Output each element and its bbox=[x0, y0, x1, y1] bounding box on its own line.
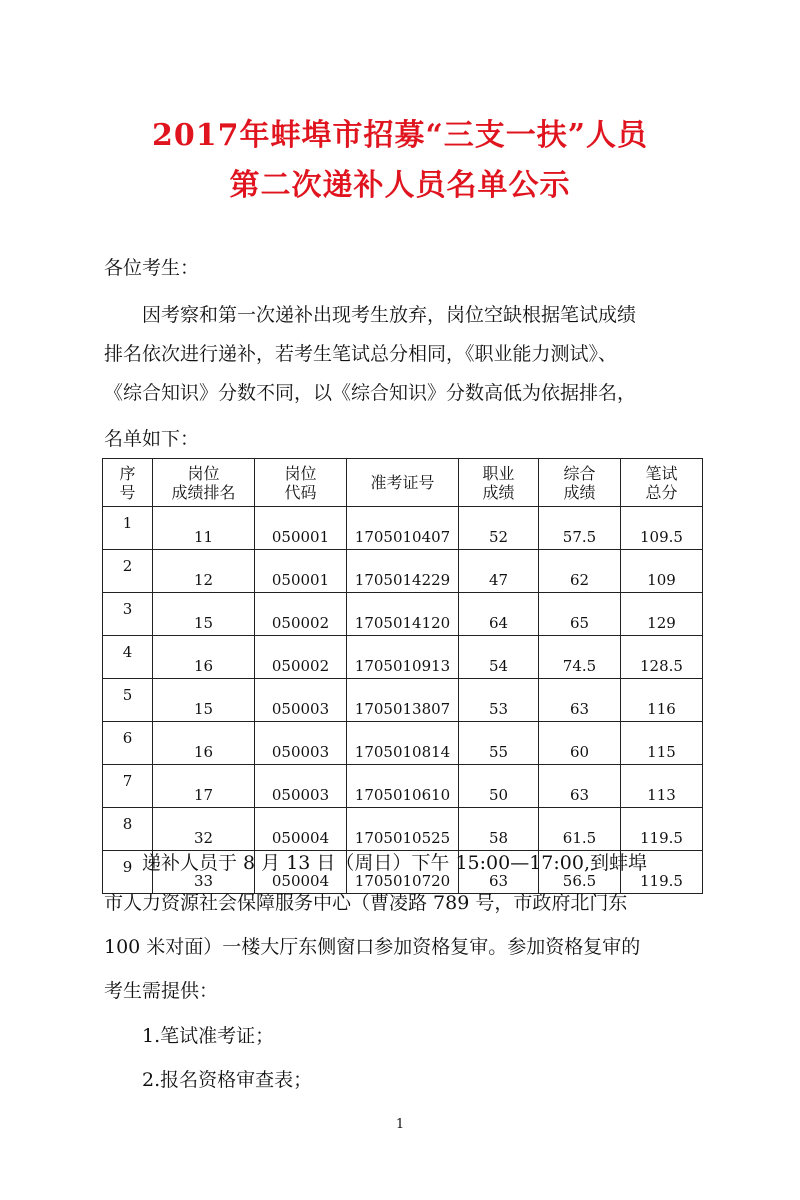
notice-line-1: 递补人员于 8 月 13 日（周日）下午 15:00—17:00,到蚌埠 bbox=[142, 852, 648, 874]
cell-total-score: 128.5 bbox=[621, 636, 703, 679]
header-post-code: 岗位 代码 bbox=[255, 459, 347, 507]
notice-line-4: 考生需提供： bbox=[104, 980, 219, 1002]
cell-post-code: 050003 bbox=[255, 722, 347, 765]
cell-post-rank: 15 bbox=[153, 593, 255, 636]
cell-post-code: 050002 bbox=[255, 593, 347, 636]
cell-total-score: 109 bbox=[621, 550, 703, 593]
intro-line-3: 《综合知识》分数不同，以《综合知识》分数高低为依据排名， bbox=[104, 382, 637, 404]
cell-seq: 2 bbox=[103, 550, 153, 593]
cell-vocational-score: 63 bbox=[459, 851, 539, 894]
cell-total-score: 115 bbox=[621, 722, 703, 765]
cell-post-rank: 15 bbox=[153, 679, 255, 722]
cell-total-score: 109.5 bbox=[621, 507, 703, 550]
cell-exam-id: 1705010913 bbox=[347, 636, 459, 679]
header-exam-id: 准考证号 bbox=[347, 459, 459, 507]
cell-post-code: 050003 bbox=[255, 679, 347, 722]
cell-vocational-score: 52 bbox=[459, 507, 539, 550]
cell-post-code: 050004 bbox=[255, 808, 347, 851]
table-header-row bbox=[103, 459, 703, 507]
intro-line-1: 因考察和第一次递补出现考生放弃，岗位空缺根据笔试成绩 bbox=[142, 304, 637, 326]
table-row bbox=[103, 550, 703, 593]
table-row bbox=[103, 808, 703, 851]
cell-seq: 3 bbox=[103, 593, 153, 636]
notice-line-3: 100 米对面）一楼大厅东侧窗口参加资格复审。参加资格复审的 bbox=[104, 936, 641, 958]
page-title-line-1: 2017年蚌埠市招募“三支一扶”人员 bbox=[151, 118, 648, 153]
cell-exam-id: 1705014229 bbox=[347, 550, 459, 593]
greeting: 各位考生： bbox=[104, 257, 200, 279]
cell-vocational-score: 58 bbox=[459, 808, 539, 851]
cell-post-rank: 12 bbox=[153, 550, 255, 593]
table-row bbox=[103, 722, 703, 765]
cell-total-score: 113 bbox=[621, 765, 703, 808]
cell-general-score: 65 bbox=[539, 593, 621, 636]
cell-exam-id: 1705010610 bbox=[347, 765, 459, 808]
cell-total-score: 116 bbox=[621, 679, 703, 722]
cell-general-score: 61.5 bbox=[539, 808, 621, 851]
cell-exam-id: 1705014120 bbox=[347, 593, 459, 636]
requirement-item-1: 1.笔试准考证； bbox=[142, 1025, 275, 1047]
cell-seq: 7 bbox=[103, 765, 153, 808]
cell-seq: 4 bbox=[103, 636, 153, 679]
cell-vocational-score: 54 bbox=[459, 636, 539, 679]
page-title-line-2: 第二次递补人员名单公示 bbox=[229, 168, 571, 203]
cell-total-score: 119.5 bbox=[621, 808, 703, 851]
cell-exam-id: 1705010407 bbox=[347, 507, 459, 550]
cell-exam-id: 1705010720 bbox=[347, 851, 459, 894]
cell-post-rank: 32 bbox=[153, 808, 255, 851]
cell-total-score: 129 bbox=[621, 593, 703, 636]
table-row bbox=[103, 679, 703, 722]
cell-vocational-score: 64 bbox=[459, 593, 539, 636]
cell-vocational-score: 47 bbox=[459, 550, 539, 593]
header-general-score: 综合 成绩 bbox=[539, 459, 621, 507]
page-number: 1 bbox=[395, 1117, 405, 1132]
intro-line-4: 名单如下： bbox=[104, 428, 200, 450]
cell-seq: 9 bbox=[103, 851, 153, 894]
cell-seq: 8 bbox=[103, 808, 153, 851]
cell-seq: 1 bbox=[103, 507, 153, 550]
header-post-rank: 岗位 成绩排名 bbox=[153, 459, 255, 507]
cell-vocational-score: 53 bbox=[459, 679, 539, 722]
table-row bbox=[103, 765, 703, 808]
cell-exam-id: 1705013807 bbox=[347, 679, 459, 722]
header-seq: 序 号 bbox=[103, 459, 153, 507]
table-row bbox=[103, 636, 703, 679]
cell-seq: 6 bbox=[103, 722, 153, 765]
cell-general-score: 57.5 bbox=[539, 507, 621, 550]
notice-line-2: 市人力资源社会保障服务中心（曹凌路 789 号，市政府北门东 bbox=[104, 892, 628, 914]
cell-post-code: 050003 bbox=[255, 765, 347, 808]
cell-general-score: 60 bbox=[539, 722, 621, 765]
table-row bbox=[103, 593, 703, 636]
cell-post-code: 050001 bbox=[255, 550, 347, 593]
cell-exam-id: 1705010814 bbox=[347, 722, 459, 765]
cell-vocational-score: 55 bbox=[459, 722, 539, 765]
cell-total-score: 119.5 bbox=[621, 851, 703, 894]
cell-general-score: 56.5 bbox=[539, 851, 621, 894]
requirement-item-2: 2.报名资格审查表； bbox=[142, 1069, 313, 1091]
header-vocational-score: 职业 成绩 bbox=[459, 459, 539, 507]
candidate-table bbox=[102, 458, 703, 894]
cell-post-rank: 16 bbox=[153, 636, 255, 679]
cell-general-score: 63 bbox=[539, 679, 621, 722]
cell-post-code: 050002 bbox=[255, 636, 347, 679]
cell-seq: 5 bbox=[103, 679, 153, 722]
header-total-score: 笔试 总分 bbox=[621, 459, 703, 507]
cell-general-score: 62 bbox=[539, 550, 621, 593]
cell-post-code: 050004 bbox=[255, 851, 347, 894]
cell-post-code: 050001 bbox=[255, 507, 347, 550]
cell-vocational-score: 50 bbox=[459, 765, 539, 808]
cell-general-score: 74.5 bbox=[539, 636, 621, 679]
cell-post-rank: 17 bbox=[153, 765, 255, 808]
cell-exam-id: 1705010525 bbox=[347, 808, 459, 851]
table-row bbox=[103, 507, 703, 550]
cell-post-rank: 11 bbox=[153, 507, 255, 550]
cell-post-rank: 16 bbox=[153, 722, 255, 765]
cell-general-score: 63 bbox=[539, 765, 621, 808]
intro-line-2: 排名依次进行递补，若考生笔试总分相同，《职业能力测试》、 bbox=[104, 343, 618, 365]
cell-post-rank: 33 bbox=[153, 851, 255, 894]
